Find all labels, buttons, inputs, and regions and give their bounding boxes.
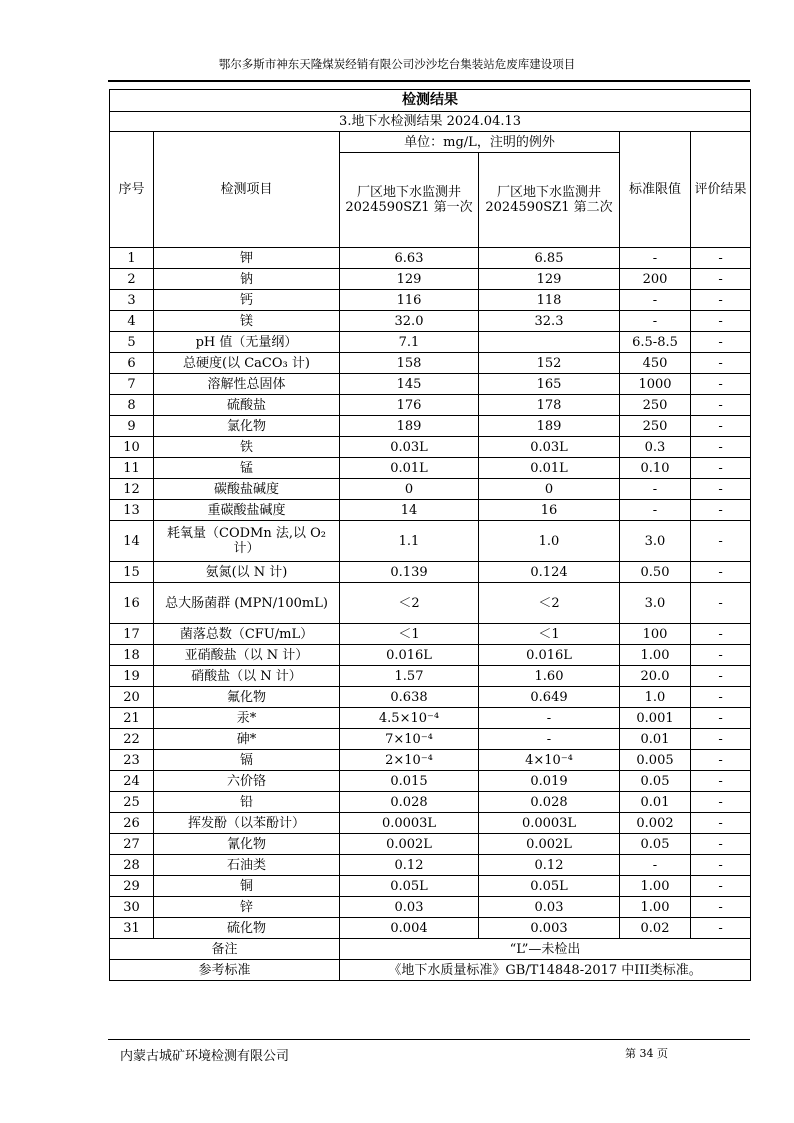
row-seq-cell: 7 xyxy=(110,374,154,395)
table-row xyxy=(110,750,751,771)
table-row xyxy=(110,332,751,353)
row-sample2-cell: 4×10⁻⁴ xyxy=(479,750,620,771)
row-item-cell: 氯化物 xyxy=(154,416,340,437)
row-sample2-cell: 0.016L xyxy=(479,645,620,666)
row-item-cell: 镁 xyxy=(154,311,340,332)
row-sample1-cell: ＜2 xyxy=(340,583,479,624)
row-seq-cell: 13 xyxy=(110,500,154,521)
row-sample1-cell: 7.1 xyxy=(340,332,479,353)
row-standard-cell: - xyxy=(620,479,691,500)
row-sample1-cell: 2×10⁻⁴ xyxy=(340,750,479,771)
table-row xyxy=(110,395,751,416)
row-sample1-cell: 176 xyxy=(340,395,479,416)
row-standard-cell: 0.02 xyxy=(620,918,691,939)
row-sample2-cell: 129 xyxy=(479,269,620,290)
row-sample2-cell: - xyxy=(479,708,620,729)
table-row xyxy=(110,458,751,479)
row-evaluation-cell: - xyxy=(691,458,751,479)
row-seq-cell: 22 xyxy=(110,729,154,750)
row-sample2-cell: 0.649 xyxy=(479,687,620,708)
row-sample1-cell: 6.63 xyxy=(340,248,479,269)
row-standard-cell: 0.50 xyxy=(620,562,691,583)
row-sample1-cell: 0.01L xyxy=(340,458,479,479)
row-evaluation-cell: - xyxy=(691,521,751,562)
row-item-cell: 氟化物 xyxy=(154,687,340,708)
row-standard-cell: 0.005 xyxy=(620,750,691,771)
row-sample1-cell: 0.638 xyxy=(340,687,479,708)
row-sample2-cell: - xyxy=(479,729,620,750)
table-row xyxy=(110,269,751,290)
row-sample1-cell: 0.03 xyxy=(340,897,479,918)
table-row xyxy=(110,792,751,813)
row-seq-cell: 3 xyxy=(110,290,154,311)
row-sample1-cell: 0.03L xyxy=(340,437,479,458)
row-sample2-cell: ＜2 xyxy=(479,583,620,624)
row-standard-cell: 1.00 xyxy=(620,645,691,666)
row-sample2-cell: 32.3 xyxy=(479,311,620,332)
row-sample1-cell: 158 xyxy=(340,353,479,374)
row-seq-cell: 19 xyxy=(110,666,154,687)
row-seq-cell: 26 xyxy=(110,813,154,834)
row-evaluation-cell: - xyxy=(691,437,751,458)
header-sample-2: 厂区地下水监测井 2024590SZ1 第二次 xyxy=(479,153,620,248)
row-item-cell: 总硬度(以 CaCO₃ 计) xyxy=(154,353,340,374)
row-seq-cell: 23 xyxy=(110,750,154,771)
row-standard-cell: 3.0 xyxy=(620,583,691,624)
row-seq-cell: 2 xyxy=(110,269,154,290)
row-seq-cell: 31 xyxy=(110,918,154,939)
table-row xyxy=(110,624,751,645)
row-standard-cell: 0.01 xyxy=(620,729,691,750)
footer-page-number: 第 34 页 xyxy=(625,1047,668,1060)
row-evaluation-cell: - xyxy=(691,855,751,876)
row-evaluation-cell: - xyxy=(691,583,751,624)
row-sample2-cell: 178 xyxy=(479,395,620,416)
row-sample1-cell: 145 xyxy=(340,374,479,395)
table-row xyxy=(110,562,751,583)
row-sample2-cell: 0 xyxy=(479,479,620,500)
row-standard-cell: 0.01 xyxy=(620,792,691,813)
row-evaluation-cell: - xyxy=(691,792,751,813)
row-item-cell: 氰化物 xyxy=(154,834,340,855)
row-item-cell: 总大肠菌群 (MPN/100mL) xyxy=(154,583,340,624)
row-evaluation-cell: - xyxy=(691,666,751,687)
row-seq-cell: 20 xyxy=(110,687,154,708)
row-seq-cell: 29 xyxy=(110,876,154,897)
table-row xyxy=(110,353,751,374)
row-evaluation-cell: - xyxy=(691,729,751,750)
row-standard-cell: 1.00 xyxy=(620,876,691,897)
row-item-cell: pH 值（无量纲） xyxy=(154,332,340,353)
row-sample2-cell: 0.0003L xyxy=(479,813,620,834)
row-seq-cell: 10 xyxy=(110,437,154,458)
table-row xyxy=(110,918,751,939)
footer-rule xyxy=(108,1039,750,1040)
row-item-cell: 钙 xyxy=(154,290,340,311)
row-standard-cell: 0.002 xyxy=(620,813,691,834)
row-seq-cell: 11 xyxy=(110,458,154,479)
table-row xyxy=(110,290,751,311)
footer-company: 内蒙古城矿环境检测有限公司 xyxy=(120,1049,290,1064)
row-sample2-cell xyxy=(479,332,620,353)
row-item-cell: 溶解性总固体 xyxy=(154,374,340,395)
row-sample2-cell: 16 xyxy=(479,500,620,521)
row-evaluation-cell: - xyxy=(691,834,751,855)
row-standard-cell: - xyxy=(620,290,691,311)
row-item-cell: 铁 xyxy=(154,437,340,458)
row-seq-cell: 5 xyxy=(110,332,154,353)
row-seq-cell: 9 xyxy=(110,416,154,437)
table-subtitle: 3.地下水检测结果 2024.04.13 xyxy=(110,112,751,132)
row-sample1-cell: 1.1 xyxy=(340,521,479,562)
row-seq-cell: 27 xyxy=(110,834,154,855)
row-standard-cell: 250 xyxy=(620,395,691,416)
row-evaluation-cell: - xyxy=(691,395,751,416)
row-seq-cell: 25 xyxy=(110,792,154,813)
row-item-cell: 硝酸盐（以 N 计） xyxy=(154,666,340,687)
row-standard-cell: - xyxy=(620,855,691,876)
row-item-cell: 硫化物 xyxy=(154,918,340,939)
header-rule xyxy=(108,80,750,82)
row-standard-cell: 20.0 xyxy=(620,666,691,687)
row-standard-cell: 0.001 xyxy=(620,708,691,729)
row-seq-cell: 14 xyxy=(110,521,154,562)
row-sample2-cell: 0.124 xyxy=(479,562,620,583)
row-item-cell: 砷* xyxy=(154,729,340,750)
row-seq-cell: 16 xyxy=(110,583,154,624)
row-item-cell: 硫酸盐 xyxy=(154,395,340,416)
table-row xyxy=(110,666,751,687)
row-sample2-cell: 0.05L xyxy=(479,876,620,897)
document-header-title: 鄂尔多斯市神东天隆煤炭经销有限公司沙沙圪台集装站危废库建设项目 xyxy=(218,57,576,71)
row-evaluation-cell: - xyxy=(691,500,751,521)
remark-value: “L”—未检出 xyxy=(340,939,751,960)
row-standard-cell: 0.05 xyxy=(620,771,691,792)
row-item-cell: 亚硝酸盐（以 N 计） xyxy=(154,645,340,666)
row-item-cell: 钠 xyxy=(154,269,340,290)
row-sample2-cell: 0.019 xyxy=(479,771,620,792)
table-row xyxy=(110,521,751,562)
row-evaluation-cell: - xyxy=(691,687,751,708)
table-row xyxy=(110,500,751,521)
row-sample1-cell: 129 xyxy=(340,269,479,290)
row-standard-cell: 100 xyxy=(620,624,691,645)
table-row xyxy=(110,813,751,834)
table-row xyxy=(110,876,751,897)
row-sample1-cell: 0.004 xyxy=(340,918,479,939)
row-standard-cell: 450 xyxy=(620,353,691,374)
row-evaluation-cell: - xyxy=(691,708,751,729)
reference-value: 《地下水质量标准》GB/T14848-2017 中III类标准。 xyxy=(340,960,751,981)
header-item: 检测项目 xyxy=(154,132,340,248)
row-sample2-cell: 0.01L xyxy=(479,458,620,479)
row-sample1-cell: 32.0 xyxy=(340,311,479,332)
row-sample1-cell: 189 xyxy=(340,416,479,437)
table-row xyxy=(110,374,751,395)
row-item-cell: 锰 xyxy=(154,458,340,479)
row-seq-cell: 12 xyxy=(110,479,154,500)
row-standard-cell: - xyxy=(620,248,691,269)
table-row xyxy=(110,311,751,332)
remark-label: 备注 xyxy=(110,939,340,960)
row-evaluation-cell: - xyxy=(691,645,751,666)
row-evaluation-cell: - xyxy=(691,353,751,374)
header-seq: 序号 xyxy=(110,132,154,248)
row-sample2-cell: 6.85 xyxy=(479,248,620,269)
row-item-cell: 锌 xyxy=(154,897,340,918)
header-evaluation: 评价结果 xyxy=(691,132,751,248)
row-sample1-cell: 0.016L xyxy=(340,645,479,666)
row-standard-cell: 1000 xyxy=(620,374,691,395)
row-evaluation-cell: - xyxy=(691,876,751,897)
table-row xyxy=(110,479,751,500)
row-sample1-cell: 116 xyxy=(340,290,479,311)
row-item-cell: 六价铬 xyxy=(154,771,340,792)
row-sample2-cell: 1.60 xyxy=(479,666,620,687)
table-row xyxy=(110,437,751,458)
row-standard-cell: 6.5-8.5 xyxy=(620,332,691,353)
row-evaluation-cell: - xyxy=(691,624,751,645)
row-standard-cell: 250 xyxy=(620,416,691,437)
row-evaluation-cell: - xyxy=(691,562,751,583)
table-row xyxy=(110,645,751,666)
row-sample2-cell: 0.03L xyxy=(479,437,620,458)
row-sample2-cell: 189 xyxy=(479,416,620,437)
row-item-cell: 重碳酸盐碱度 xyxy=(154,500,340,521)
row-sample1-cell: 1.57 xyxy=(340,666,479,687)
table-row xyxy=(110,583,751,624)
row-sample1-cell: 0.0003L xyxy=(340,813,479,834)
row-standard-cell: - xyxy=(620,500,691,521)
row-sample1-cell: 14 xyxy=(340,500,479,521)
table-row xyxy=(110,416,751,437)
row-item-cell: 挥发酚（以苯酚计） xyxy=(154,813,340,834)
row-sample1-cell: 7×10⁻⁴ xyxy=(340,729,479,750)
row-seq-cell: 30 xyxy=(110,897,154,918)
row-item-cell: 铜 xyxy=(154,876,340,897)
row-evaluation-cell: - xyxy=(691,332,751,353)
row-evaluation-cell: - xyxy=(691,269,751,290)
row-sample2-cell: 0.028 xyxy=(479,792,620,813)
row-evaluation-cell: - xyxy=(691,813,751,834)
table-row xyxy=(110,855,751,876)
row-sample2-cell: 165 xyxy=(479,374,620,395)
table-row xyxy=(110,771,751,792)
row-sample1-cell: 0.139 xyxy=(340,562,479,583)
header-standard: 标准限值 xyxy=(620,132,691,248)
row-evaluation-cell: - xyxy=(691,750,751,771)
unit-note: 单位：mg/L，注明的例外 xyxy=(340,132,620,153)
row-evaluation-cell: - xyxy=(691,918,751,939)
row-item-cell: 石油类 xyxy=(154,855,340,876)
row-item-cell: 氨氮(以 N 计) xyxy=(154,562,340,583)
row-evaluation-cell: - xyxy=(691,290,751,311)
row-sample1-cell: 0.12 xyxy=(340,855,479,876)
row-standard-cell: 0.05 xyxy=(620,834,691,855)
row-seq-cell: 8 xyxy=(110,395,154,416)
row-seq-cell: 24 xyxy=(110,771,154,792)
row-standard-cell: 200 xyxy=(620,269,691,290)
reference-label: 参考标准 xyxy=(110,960,340,981)
row-sample2-cell: ＜1 xyxy=(479,624,620,645)
row-item-cell: 耗氧量（CODMn 法,以 O₂ 计） xyxy=(154,521,340,562)
row-evaluation-cell: - xyxy=(691,248,751,269)
row-sample2-cell: 0.003 xyxy=(479,918,620,939)
row-seq-cell: 28 xyxy=(110,855,154,876)
row-item-cell: 菌落总数（CFU/mL） xyxy=(154,624,340,645)
header-sample-1: 厂区地下水监测井 2024590SZ1 第一次 xyxy=(340,153,479,248)
row-standard-cell: 1.00 xyxy=(620,897,691,918)
row-standard-cell: - xyxy=(620,311,691,332)
row-sample1-cell: 0.015 xyxy=(340,771,479,792)
row-item-cell: 汞* xyxy=(154,708,340,729)
table-row xyxy=(110,248,751,269)
row-sample1-cell: 0.002L xyxy=(340,834,479,855)
row-sample2-cell: 152 xyxy=(479,353,620,374)
row-seq-cell: 15 xyxy=(110,562,154,583)
row-evaluation-cell: - xyxy=(691,897,751,918)
row-evaluation-cell: - xyxy=(691,771,751,792)
row-item-cell: 铅 xyxy=(154,792,340,813)
row-standard-cell: 0.3 xyxy=(620,437,691,458)
row-standard-cell: 0.10 xyxy=(620,458,691,479)
row-seq-cell: 18 xyxy=(110,645,154,666)
row-sample1-cell: ＜1 xyxy=(340,624,479,645)
row-item-cell: 钾 xyxy=(154,248,340,269)
row-seq-cell: 1 xyxy=(110,248,154,269)
table-row xyxy=(110,708,751,729)
table-row xyxy=(110,729,751,750)
row-sample2-cell: 1.0 xyxy=(479,521,620,562)
table-title: 检测结果 xyxy=(110,90,751,112)
row-sample2-cell: 0.03 xyxy=(479,897,620,918)
table-row xyxy=(110,687,751,708)
row-sample1-cell: 0.05L xyxy=(340,876,479,897)
row-item-cell: 碳酸盐碱度 xyxy=(154,479,340,500)
row-seq-cell: 21 xyxy=(110,708,154,729)
row-evaluation-cell: - xyxy=(691,479,751,500)
row-sample2-cell: 0.002L xyxy=(479,834,620,855)
row-sample2-cell: 118 xyxy=(479,290,620,311)
row-seq-cell: 4 xyxy=(110,311,154,332)
row-evaluation-cell: - xyxy=(691,374,751,395)
row-standard-cell: 1.0 xyxy=(620,687,691,708)
table-row xyxy=(110,834,751,855)
row-standard-cell: 3.0 xyxy=(620,521,691,562)
table-row xyxy=(110,897,751,918)
groundwater-results-table xyxy=(109,89,751,981)
row-seq-cell: 17 xyxy=(110,624,154,645)
row-seq-cell: 6 xyxy=(110,353,154,374)
row-sample1-cell: 4.5×10⁻⁴ xyxy=(340,708,479,729)
row-item-cell: 镉 xyxy=(154,750,340,771)
row-sample2-cell: 0.12 xyxy=(479,855,620,876)
row-sample1-cell: 0 xyxy=(340,479,479,500)
row-sample1-cell: 0.028 xyxy=(340,792,479,813)
row-evaluation-cell: - xyxy=(691,311,751,332)
row-evaluation-cell: - xyxy=(691,416,751,437)
